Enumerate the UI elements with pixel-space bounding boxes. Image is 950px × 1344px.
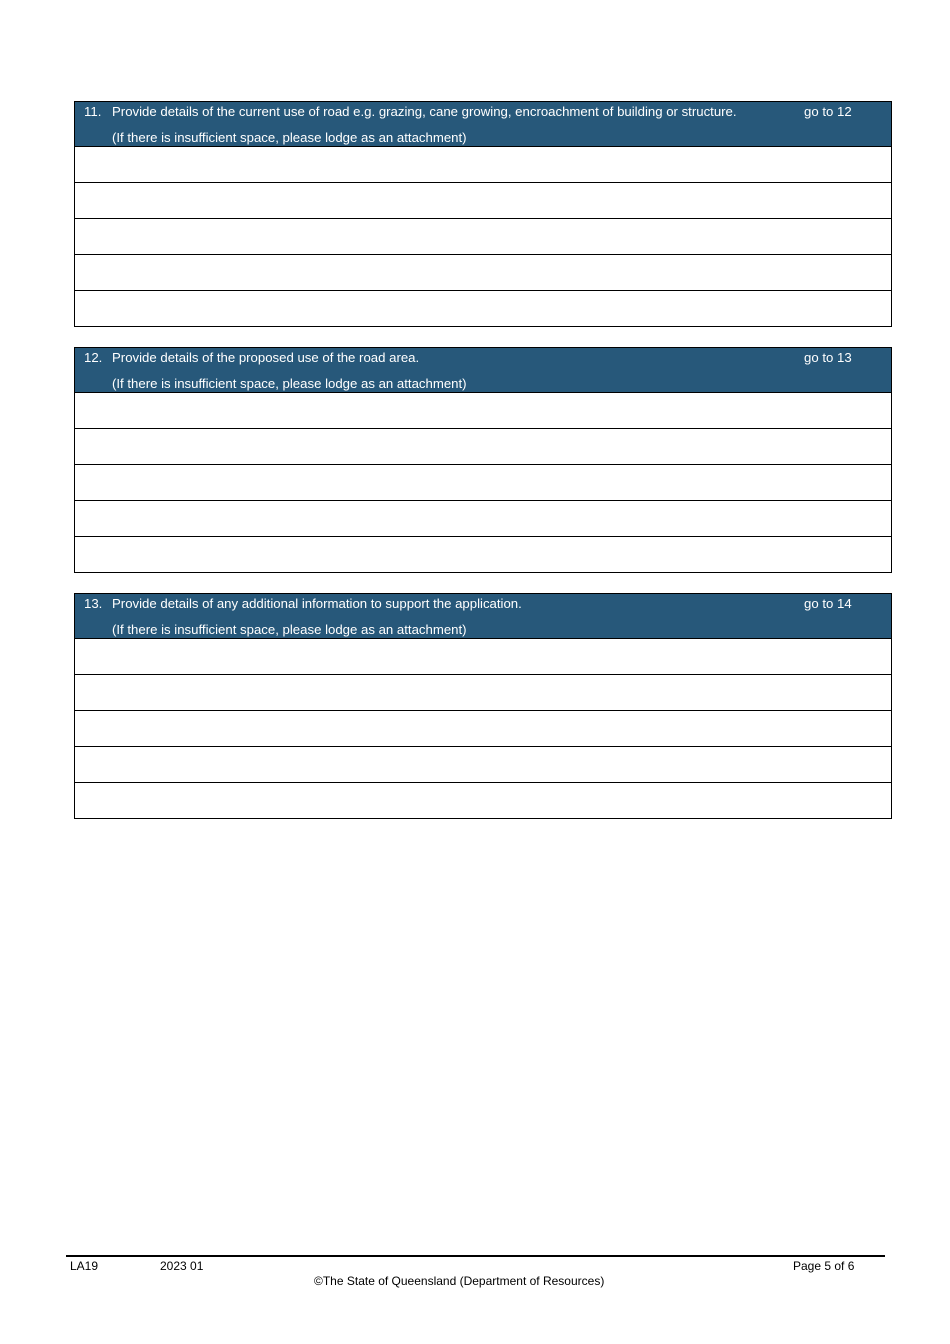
question-text: Provide details of any additional information to support the application. xyxy=(112,596,522,611)
question-11-header xyxy=(75,102,891,147)
question-number: 11. xyxy=(84,104,102,119)
goto-instruction: go to 14 xyxy=(804,596,852,611)
question-text: Provide details of the proposed use of the road area. xyxy=(112,350,420,365)
answer-line-5[interactable] xyxy=(75,291,891,326)
goto-instruction: go to 12 xyxy=(804,104,852,119)
footer-page-number: Page 5 of 6 xyxy=(793,1259,855,1273)
answer-line-4[interactable] xyxy=(75,255,891,291)
footer-divider xyxy=(66,1255,885,1257)
answer-line-4[interactable] xyxy=(75,501,891,537)
question-12-header xyxy=(75,348,891,393)
goto-instruction: go to 13 xyxy=(804,350,852,365)
question-number: 12. xyxy=(84,350,103,365)
question-13-header xyxy=(75,594,891,639)
question-text: Provide details of the current use of road e.g. grazing, cane growing, encroachment of building or structure. xyxy=(112,104,737,119)
question-note: (If there is insufficient space, please lodge as an attachment) xyxy=(112,130,467,145)
question-number: 13. xyxy=(84,596,103,611)
answer-line-1[interactable] xyxy=(75,639,891,675)
answer-line-4[interactable] xyxy=(75,747,891,783)
answer-line-2[interactable] xyxy=(75,675,891,711)
answer-line-3[interactable] xyxy=(75,711,891,747)
footer-version: 2023 01 xyxy=(160,1259,204,1273)
question-note: (If there is insufficient space, please lodge as an attachment) xyxy=(112,376,467,391)
footer-copyright: ©The State of Queensland (Department of Resources) xyxy=(314,1274,605,1288)
question-13-section xyxy=(74,593,892,819)
answer-line-2[interactable] xyxy=(75,429,891,465)
answer-line-2[interactable] xyxy=(75,183,891,219)
question-12-section xyxy=(74,347,892,573)
answer-line-5[interactable] xyxy=(75,783,891,818)
answer-line-5[interactable] xyxy=(75,537,891,572)
answer-line-3[interactable] xyxy=(75,465,891,501)
answer-line-3[interactable] xyxy=(75,219,891,255)
question-note: (If there is insufficient space, please lodge as an attachment) xyxy=(112,622,467,637)
footer-form-code: LA19 xyxy=(70,1259,99,1273)
answer-line-1[interactable] xyxy=(75,147,891,183)
question-11-section xyxy=(74,101,892,327)
answer-line-1[interactable] xyxy=(75,393,891,429)
